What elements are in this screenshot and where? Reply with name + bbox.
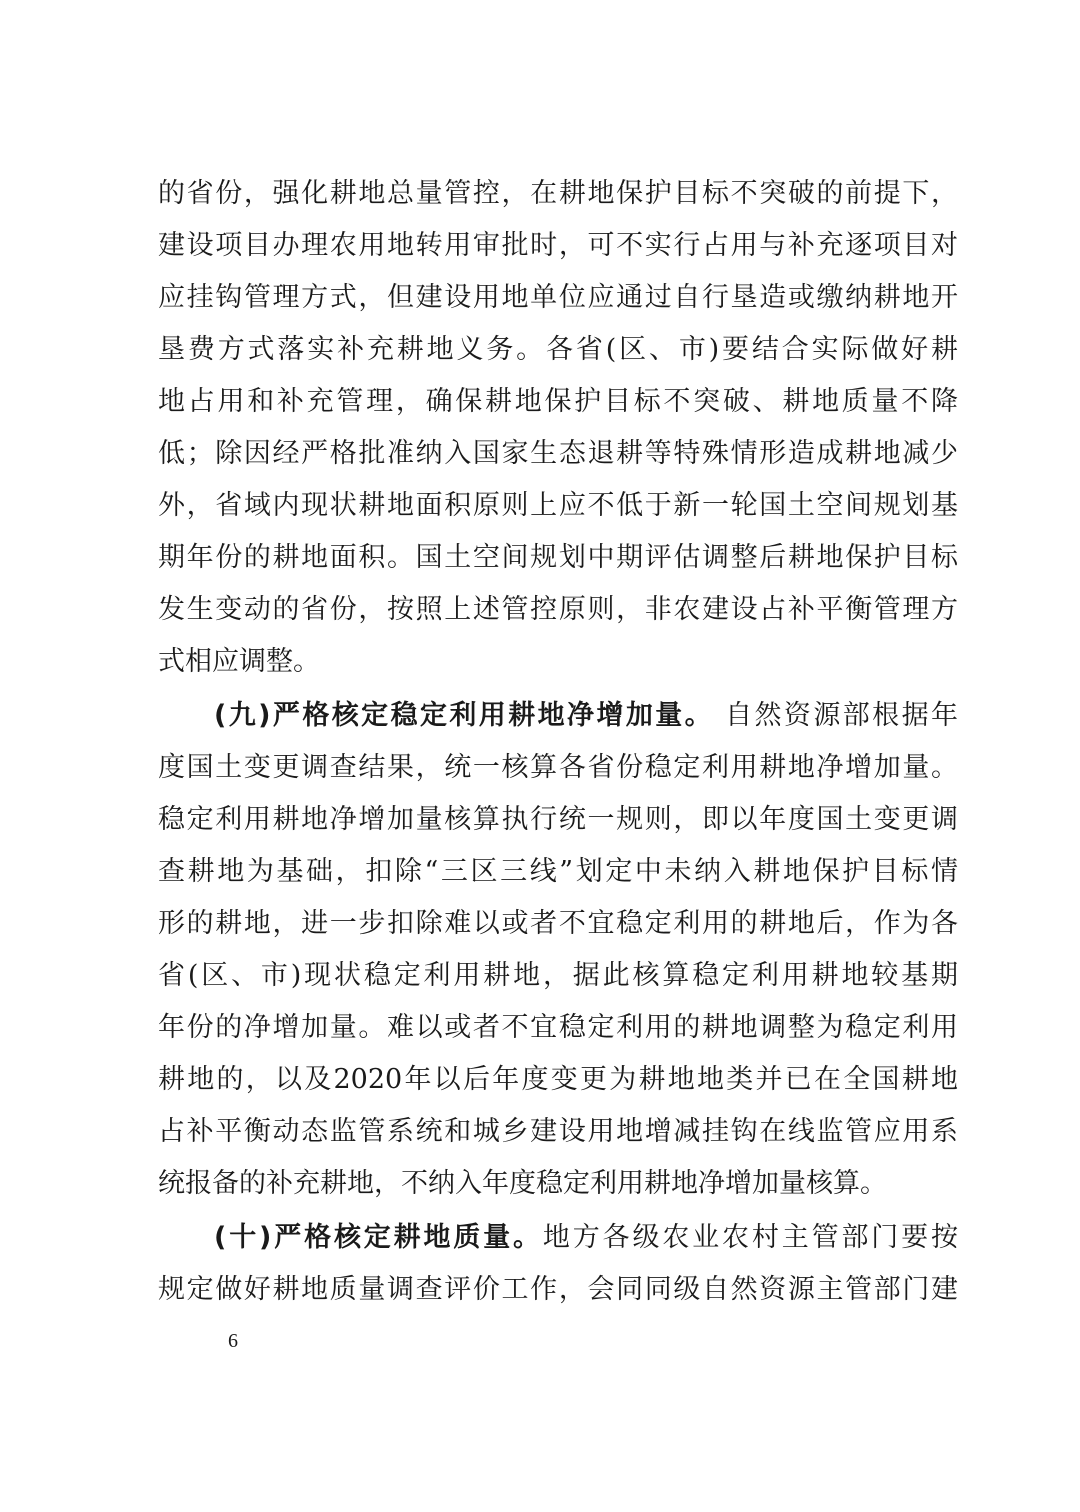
section-9-first-line-text: 自然资源部根据年 <box>714 700 958 731</box>
text-line: 式相应调整。 <box>158 646 320 677</box>
text-line: 应挂钩管理方式，但建设用地单位应通过自行垦造或缴纳耕地开 <box>158 282 958 313</box>
document-body <box>158 168 958 1316</box>
page-number: 6 <box>228 1330 238 1352</box>
section-10-first-line-text: 地方各级农业农村主管部门要按 <box>542 1222 959 1253</box>
text-line: 省(区、市)现状稳定利用耕地，据此核算稳定利用耕地较基期 <box>158 960 958 991</box>
text-line: 期年份的耕地面积。国土空间规划中期评估调整后耕地保护目标 <box>158 542 958 573</box>
section-10-heading: (十)严格核定耕地质量。 <box>214 1222 543 1253</box>
text-line: 地占用和补充管理，确保耕地保护目标不突破、耕地质量不降 <box>158 386 958 417</box>
section-9-first-line <box>158 690 958 742</box>
text-line: 耕地的，以及2020年以后年度变更为耕地地类并已在全国耕地 <box>158 1064 958 1095</box>
text-line: 度国土变更调查结果，统一核算各省份稳定利用耕地净增加量。 <box>158 752 958 783</box>
text-line: 占补平衡动态监管系统和城乡建设用地增减挂钩在线监管应用系 <box>158 1116 958 1147</box>
text-line: 的省份，强化耕地总量管控，在耕地保护目标不突破的前提下， <box>158 178 958 209</box>
text-line: 年份的净增加量。难以或者不宜稳定利用的耕地调整为稳定利用 <box>158 1012 958 1043</box>
section-9 <box>158 690 958 1210</box>
text-line: 低；除因经严格批准纳入国家生态退耕等特殊情形造成耕地减少 <box>158 438 958 469</box>
text-line: 形的耕地，进一步扣除难以或者不宜稳定利用的耕地后，作为各 <box>158 908 958 939</box>
text-line: 规定做好耕地质量调查评价工作，会同同级自然资源主管部门建 <box>158 1274 958 1305</box>
text-line: 垦费方式落实补充耕地义务。各省(区、市)要结合实际做好耕 <box>158 334 958 365</box>
text-line: 建设项目办理农用地转用审批时，可不实行占用与补充逐项目对 <box>158 230 958 261</box>
text-line: 发生变动的省份，按照上述管控原则，非农建设占补平衡管理方 <box>158 594 958 625</box>
text-line: 统报备的补充耕地，不纳入年度稳定利用耕地净增加量核算。 <box>158 1168 887 1199</box>
section-10 <box>158 1212 958 1316</box>
section-10-first-line <box>158 1212 958 1264</box>
section-9-heading: (九)严格核定稳定利用耕地净增加量。 <box>214 700 715 731</box>
text-line: 稳定利用耕地净增加量核算执行统一规则，即以年度国土变更调 <box>158 804 958 835</box>
paragraph-continuation <box>158 168 958 688</box>
text-line: 外，省域内现状耕地面积原则上应不低于新一轮国土空间规划基 <box>158 490 958 521</box>
text-line: 查耕地为基础，扣除“三区三线”划定中未纳入耕地保护目标情 <box>158 856 958 887</box>
